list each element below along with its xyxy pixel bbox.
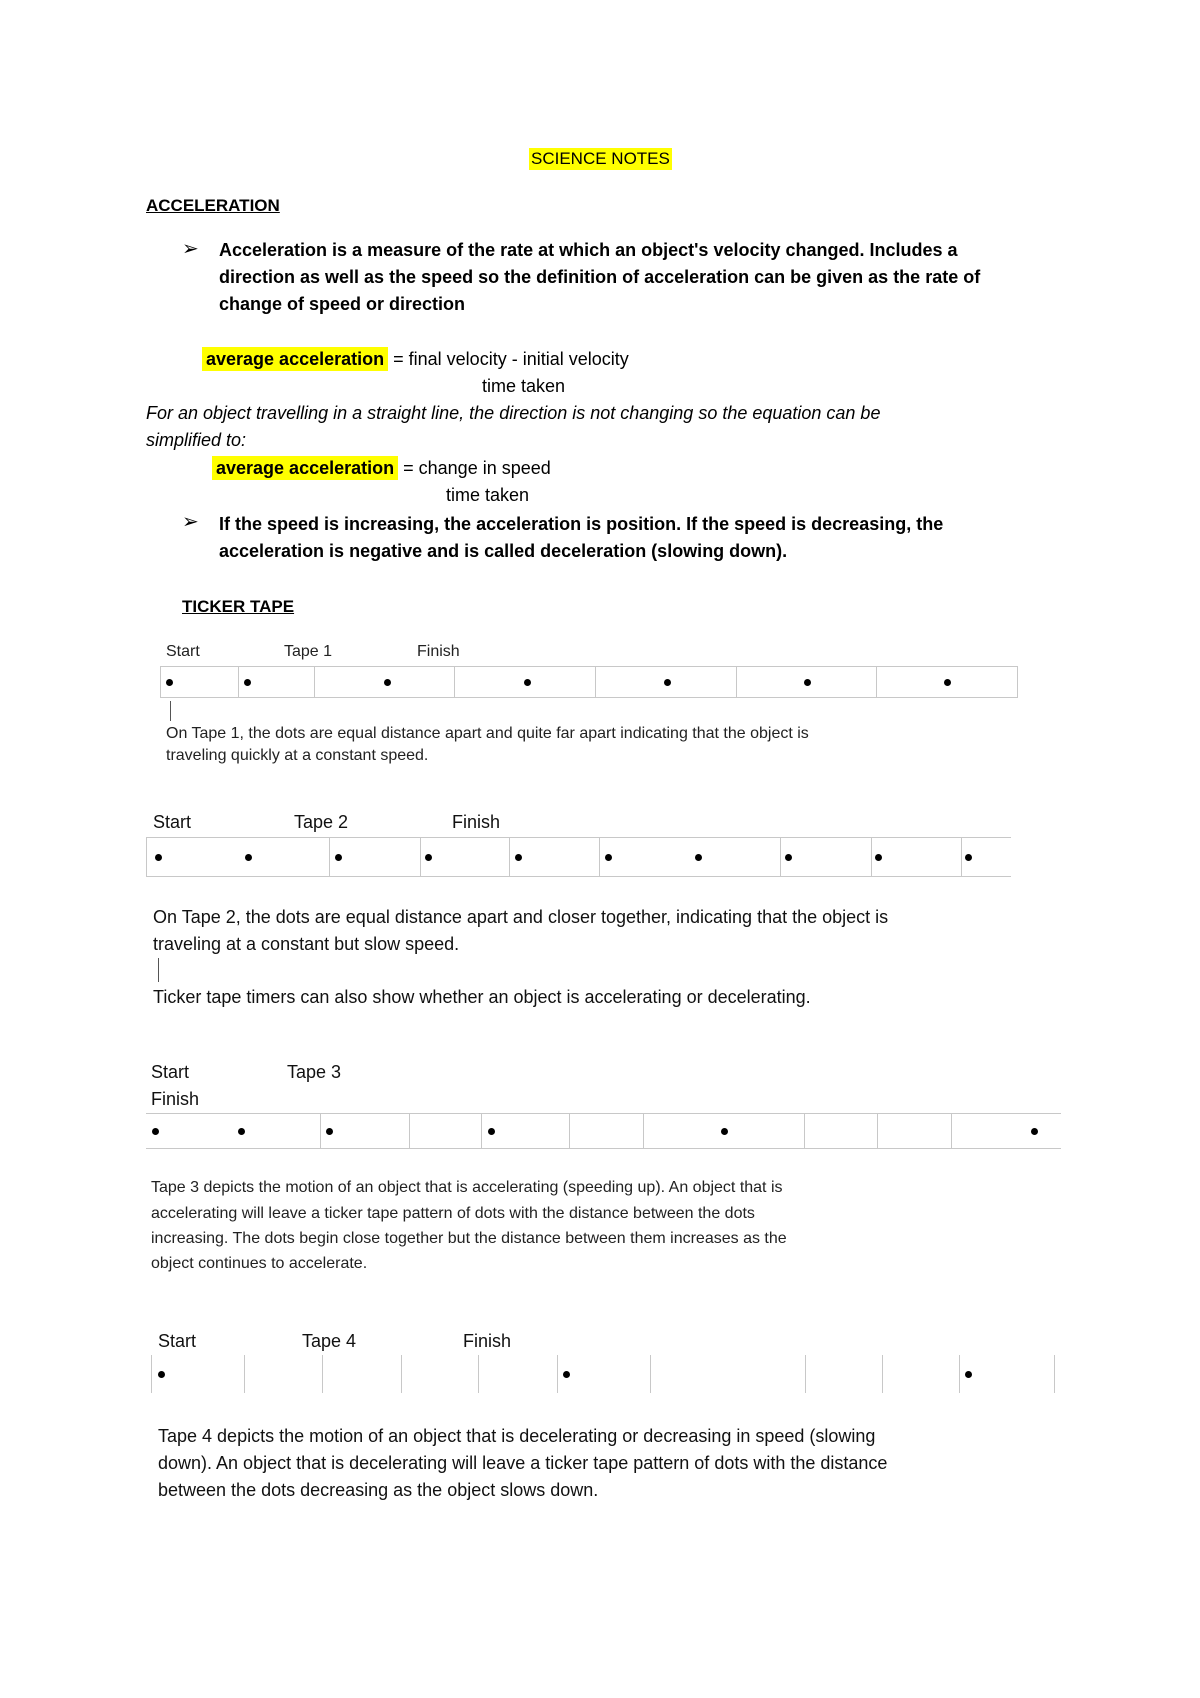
tape4-dot (563, 1371, 570, 1378)
tape2-dot (335, 854, 342, 861)
tape1-strip (160, 666, 1018, 698)
tape1-caption-line1: On Tape 1, the dots are equal distance apart and quite far apart indicating that the object is (166, 725, 809, 742)
tape1-dot (804, 679, 811, 686)
arrow-bullet-icon: ➢ (182, 238, 199, 260)
tape4-cell-divider (1054, 1355, 1055, 1393)
note-line1: For an object travelling in a straight line, the direction is not changing so the equation can be (146, 403, 881, 423)
tape1-caption-line2: traveling quickly at a constant speed. (166, 747, 429, 764)
equation-1-label: average acceleration (202, 347, 388, 371)
tape1-cell-divider (314, 667, 315, 697)
tape4-cell-divider (882, 1355, 883, 1393)
tape4-caption-line3: between the dots decreasing as the object slows down. (158, 1480, 599, 1500)
tape2-cell-divider (420, 838, 421, 876)
tape4-cell-divider (244, 1355, 245, 1393)
bullet1-line2: direction as well as the speed so the definition of acceleration can be given as the rate of (219, 267, 981, 287)
tape2-cell-divider (780, 838, 781, 876)
tape3-finish-label: Finish (151, 1089, 200, 1109)
bullet1-line1: Acceleration is a measure of the rate at which an object's velocity changed. Includes a (219, 240, 958, 260)
equation-1-numerator: = final velocity - initial velocity (393, 349, 629, 369)
tape4-caption-line2: down). An object that is decelerating will leave a ticker tape pattern of dots with the distance (158, 1453, 888, 1473)
tape2-cell-divider (961, 838, 962, 876)
tape2-dot (605, 854, 612, 861)
equation-2 (212, 455, 551, 482)
tape1-cell-divider (736, 667, 737, 697)
tape1-dot (166, 679, 173, 686)
tape2-caption-line3: Ticker tape timers can also show whether an object is accelerating or decelerating. (153, 987, 811, 1007)
tape1-cell-divider (238, 667, 239, 697)
tape2-dot (515, 854, 522, 861)
tape2-cell-divider (329, 838, 330, 876)
tape1-cell-divider (595, 667, 596, 697)
tape2-caption-line2: traveling at a constant but slow speed. (153, 934, 460, 954)
tape2-cell-divider (871, 838, 872, 876)
tape4-cell-divider (650, 1355, 651, 1393)
tape1-dot (384, 679, 391, 686)
equation-1-denominator: time taken (482, 376, 566, 396)
page-title: SCIENCE NOTES (531, 149, 670, 168)
tape3-dot (488, 1128, 495, 1135)
tape2-start-label: Start (153, 812, 192, 832)
tape2-dot (245, 854, 252, 861)
tape3-cell-divider (569, 1114, 570, 1148)
tape3-caption-line3: increasing. The dots begin close together but the distance between them increases as the (151, 1230, 787, 1247)
tape3-dot (238, 1128, 245, 1135)
tape2-dot (425, 854, 432, 861)
tape3-caption-line1: Tape 3 depicts the motion of an object that is accelerating (speeding up). An object that is (151, 1179, 783, 1196)
tape4-finish-label: Finish (463, 1331, 512, 1351)
section-heading-acceleration: ACCELERATION (146, 196, 280, 215)
tape3-strip (146, 1113, 1061, 1149)
tape4-start-label: Start (158, 1331, 197, 1351)
note-line2: simplified to: (146, 430, 247, 450)
tape4-cell-divider (557, 1355, 558, 1393)
section-heading-ticker-tape: TICKER TAPE (182, 597, 295, 616)
equation-1 (202, 346, 629, 373)
tape3-dot (721, 1128, 728, 1135)
tape3-start-label: Start (151, 1062, 190, 1082)
tape4-dot (158, 1371, 165, 1378)
tape4-dot (965, 1371, 972, 1378)
text-cursor (158, 958, 159, 982)
tape3-cell-divider (951, 1114, 952, 1148)
tape1-finish-label: Finish (417, 643, 460, 660)
text-cursor (170, 701, 171, 721)
tape3-cell-divider (320, 1114, 321, 1148)
tape2-dot (155, 854, 162, 861)
tape4-cell-divider (478, 1355, 479, 1393)
tape1-cell-divider (876, 667, 877, 697)
tape3-cell-divider (804, 1114, 805, 1148)
tape3-cell-divider (481, 1114, 482, 1148)
tape4-cell-divider (151, 1355, 152, 1393)
tape3-caption-line4: object continues to accelerate. (151, 1255, 368, 1272)
tape3-dot (1031, 1128, 1038, 1135)
arrow-bullet-icon: ➢ (182, 511, 199, 533)
tape2-dot (875, 854, 882, 861)
tape1-dot (944, 679, 951, 686)
tape2-caption-line1: On Tape 2, the dots are equal distance apart and closer together, indicating that the object is (153, 907, 889, 927)
tape3-dot (326, 1128, 333, 1135)
tape2-dot (695, 854, 702, 861)
tape2-cell-divider (599, 838, 600, 876)
bullet2-line1: If the speed is increasing, the acceleration is position. If the speed is decreasing, the (219, 514, 944, 534)
equation-2-label: average acceleration (212, 456, 398, 480)
tape2-name-label: Tape 2 (294, 812, 349, 832)
equation-2-numerator: = change in speed (403, 458, 551, 478)
tape1-dot (664, 679, 671, 686)
tape1-cell-divider (454, 667, 455, 697)
bullet1-line3: change of speed or direction (219, 294, 466, 314)
tape3-name-label: Tape 3 (287, 1062, 342, 1082)
equation-2-denominator: time taken (446, 485, 530, 505)
tape1-name-label: Tape 1 (284, 643, 333, 660)
tape4-cell-divider (322, 1355, 323, 1393)
tape2-dot (785, 854, 792, 861)
tape2-finish-label: Finish (452, 812, 501, 832)
tape2-cell-divider (509, 838, 510, 876)
tape1-dot (524, 679, 531, 686)
tape3-dot (152, 1128, 159, 1135)
tape3-cell-divider (643, 1114, 644, 1148)
tape3-cell-divider (877, 1114, 878, 1148)
tape3-caption-line2: accelerating will leave a ticker tape pattern of dots with the distance between the dots (151, 1205, 755, 1222)
tape4-cell-divider (805, 1355, 806, 1393)
bullet2-line2: acceleration is negative and is called deceleration (slowing down). (219, 541, 788, 561)
tape4-cell-divider (401, 1355, 402, 1393)
tape1-start-label: Start (166, 643, 200, 660)
tape4-strip (151, 1355, 1055, 1393)
tape4-name-label: Tape 4 (302, 1331, 357, 1351)
tape2-strip (146, 837, 1011, 877)
tape1-dot (244, 679, 251, 686)
tape4-cell-divider (959, 1355, 960, 1393)
tape4-caption-line1: Tape 4 depicts the motion of an object that is decelerating or decreasing in speed (slowing (158, 1426, 876, 1446)
tape2-dot (965, 854, 972, 861)
tape3-cell-divider (409, 1114, 410, 1148)
